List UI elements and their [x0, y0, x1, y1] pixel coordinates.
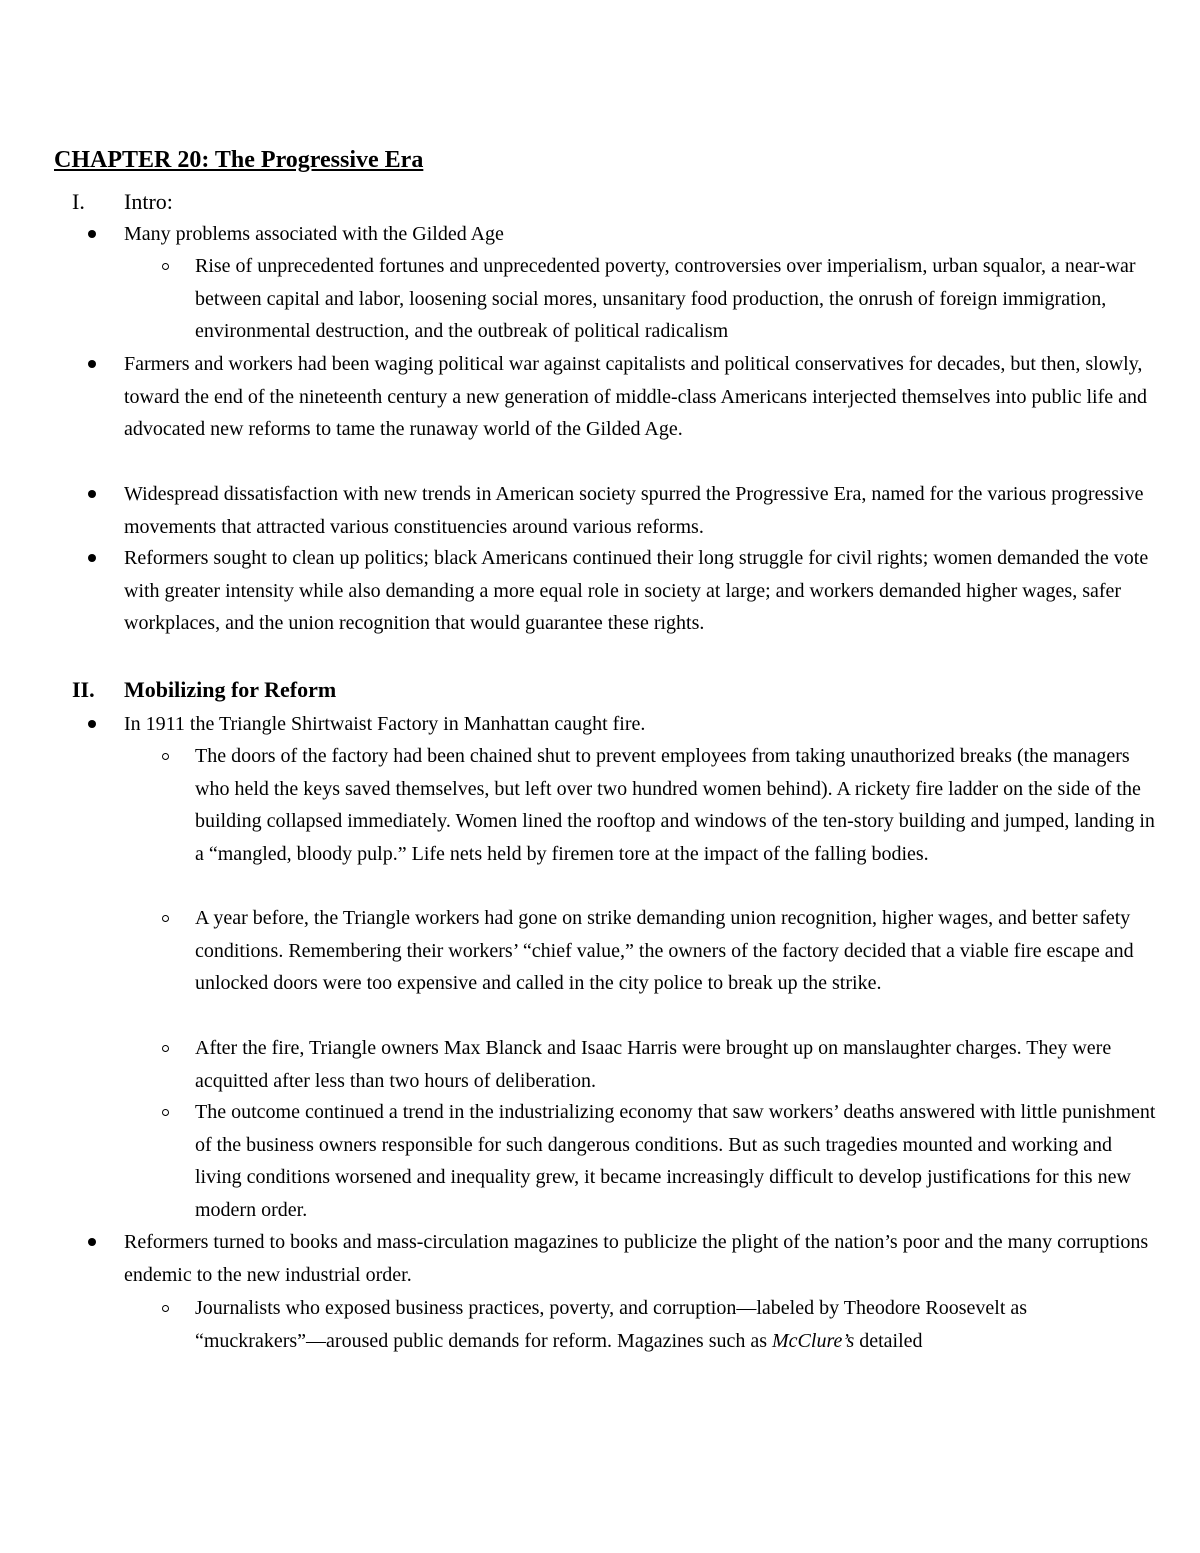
list-item: Reformers turned to books and mass-circulation magazines to publicize the plight of the nation’s poor and the many corruptions endemic to the new industrial order.	[124, 1226, 1164, 1291]
sub-list-item: After the fire, Triangle owners Max Blanck and Isaac Harris were brought up on manslaughter charges. They were acquitted after less than two hours of deliberation.	[195, 1032, 1163, 1097]
hollow-bullet-icon	[162, 753, 169, 760]
hollow-bullet-icon	[162, 1305, 169, 1312]
bullet-icon	[88, 720, 96, 728]
bullet-icon	[88, 1238, 96, 1246]
sub-list-item: Journalists who exposed business practices, poverty, and corruption—labeled by Theodore Roosevelt as “muckrakers”—aroused public demands for reform. Magazines such as McClure’s detailed	[195, 1292, 1163, 1357]
hollow-bullet-icon	[162, 1045, 169, 1052]
hollow-bullet-icon	[162, 263, 169, 270]
magazine-title: McClure’s	[772, 1329, 855, 1352]
section-numeral: I.	[72, 189, 85, 214]
sub-list-item: Rise of unprecedented fortunes and unprecedented poverty, controversies over imperialism, urban squalor, a near-war between capital and labor, loosening social mores, unsanitary food production, the onrush of foreign immigration, environmental destruction, and the outbreak of political radicalism	[195, 250, 1163, 348]
list-item: Many problems associated with the Gilded Age	[124, 218, 1164, 251]
hollow-bullet-icon	[162, 1109, 169, 1116]
hollow-bullet-icon	[162, 915, 169, 922]
section-numeral: II.	[72, 677, 95, 702]
chapter-title: CHAPTER 20: The Progressive Era	[54, 147, 424, 173]
sub-list-item: The doors of the factory had been chained shut to prevent employees from taking unauthorized breaks (the managers who held the keys saved themselves, but left over two hundred women behind). A rickety fire ladder on the side of the building collapsed immediately. Women lined the rooftop and windows of the ten-story building and jumped, landing in a “mangled, bloody pulp.” Life nets held by firemen tore at the impact of the falling bodies.	[195, 740, 1163, 870]
list-item: In 1911 the Triangle Shirtwaist Factory in Manhattan caught fire.	[124, 708, 1164, 741]
bullet-icon	[88, 554, 96, 562]
list-item: Reformers sought to clean up politics; black Americans continued their long struggle for civil rights; women demanded the vote with greater intensity while also demanding a more equal role in society at large; and workers demanded higher wages, safer workplaces, and the union recognition that would guarantee these rights.	[124, 542, 1164, 640]
section-heading: Intro:	[124, 189, 173, 214]
bullet-icon	[88, 490, 96, 498]
list-item: Widespread dissatisfaction with new trends in American society spurred the Progressive Era, named for the various progressive movements that attracted various constituencies around various reforms.	[124, 478, 1164, 543]
sub-list-item: The outcome continued a trend in the industrializing economy that saw workers’ deaths answered with little punishment of the business owners responsible for such dangerous conditions. But as such tragedies mounted and working and living conditions worsened and inequality grew, it became increasingly difficult to develop justifications for this new modern order.	[195, 1096, 1163, 1226]
bullet-icon	[88, 230, 96, 238]
bullet-icon	[88, 360, 96, 368]
section-heading: Mobilizing for Reform	[124, 677, 337, 702]
list-item: Farmers and workers had been waging political war against capitalists and political conservatives for decades, but then, slowly, toward the end of the nineteenth century a new generation of middle-class Americans interjected themselves into public life and advocated new reforms to tame the runaway world of the Gilded Age.	[124, 348, 1164, 446]
sub-list-item: A year before, the Triangle workers had gone on strike demanding union recognition, higher wages, and better safety conditions. Remembering their workers’ “chief value,” the owners of the factory decided that a viable fire escape and unlocked doors were too expensive and called in the city police to break up the strike.	[195, 902, 1163, 1000]
